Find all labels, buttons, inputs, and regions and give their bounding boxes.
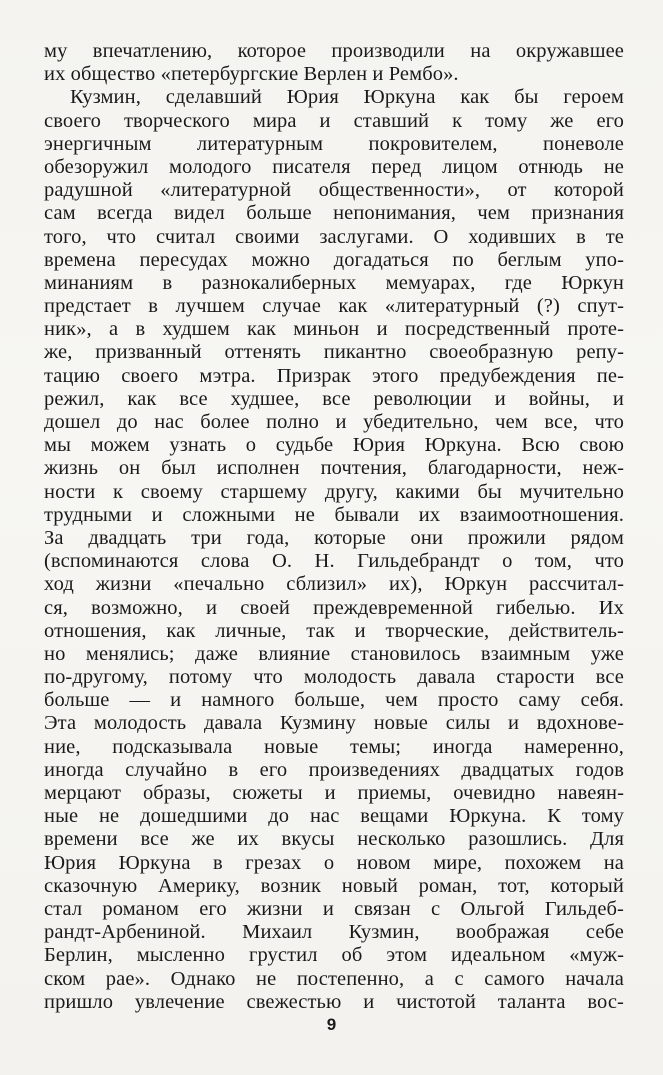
text-line: Эта молодость давала Кузмину новые силы и вдохнове-: [44, 712, 624, 735]
text-line: но менялись; даже влияние становилось взаимным уже: [44, 642, 624, 665]
page-number: 9: [326, 1015, 337, 1034]
text-line: му впечатлению, которое производили на окружавшее: [44, 40, 624, 62]
body-text: [44, 40, 624, 1014]
text-line: ние, подсказывала новые темы; иногда намеренно,: [44, 735, 624, 758]
text-line: (вспоминаются слова О. Н. Гильдебрандт о том, что: [44, 550, 624, 573]
text-line: сам всегда видел больше непонимания, чем признания: [44, 202, 624, 225]
text-line: отношения, как личные, так и творческие, действитель-: [44, 619, 624, 642]
text-line: по-другому, потому что молодость давала старости все: [44, 666, 624, 689]
text-line: режил, как все худшее, все революции и войны, и: [44, 387, 624, 410]
text-line: времени все же их вкусы несколько разошлись. Для: [44, 828, 624, 851]
text-line: радушной «литературной общественности», от которой: [44, 179, 624, 202]
text-line: дошел до нас более полно и убедительно, чем все, что: [44, 411, 624, 433]
text-line: пришло увлечение свежестью и чистотой таланта вос-: [44, 990, 624, 1013]
text-line: энергичным литературным покровителем, поневоле: [44, 132, 624, 155]
text-line: их общество «петербургские Верлен и Рембо».: [44, 63, 459, 86]
text-line: времена пересудах можно догадаться по беглым упо-: [44, 248, 624, 271]
text-line: За двадцать три года, которые они прожили рядом: [44, 526, 624, 549]
text-line: ности к своему старшему другу, какими бы мучительно: [44, 480, 624, 503]
text-line: своего творческого мира и ставший к тому же его: [44, 109, 624, 132]
text-line: трудными и сложными не бывали их взаимоотношения.: [44, 503, 624, 526]
text-line: тацию своего мэтра. Призрак этого предубеждения пе-: [44, 364, 624, 387]
paragraph-continuation: [44, 40, 624, 86]
text-line: ся, возможно, и своей преждевременной гибелью. Их: [44, 596, 624, 619]
text-line: обезоружил молодого писателя перед лицом отнюдь не: [44, 155, 624, 178]
text-line: мы можем узнать о судьбе Юрия Юркуна. Всю свою: [44, 434, 624, 457]
text-line: Кузмин, сделавший Юрия Юркуна как бы героем: [70, 86, 624, 109]
text-line: больше — и намного больше, чем просто саму себя.: [44, 689, 624, 712]
text-line: иногда случайно в его произведениях двадцатых годов: [44, 758, 624, 781]
text-line: жизнь он был исполнен почтения, благодарности, неж-: [44, 457, 624, 480]
text-line: ник», а в худшем как миньон и посредственный проте-: [44, 318, 624, 341]
text-line: предстает в лучшем случае как «литературный (?) спут-: [44, 295, 624, 318]
text-line: сказочную Америку, возник новый роман, тот, который: [44, 874, 624, 897]
text-line: мерцают образы, сюжеты и приемы, очевидно навеян-: [44, 782, 624, 804]
paragraph: [44, 86, 624, 1014]
text-line: стал романом его жизни и связан с Ольгой Гильдеб-: [44, 897, 624, 920]
text-line: того, что считал своими заслугами. О ходивших в те: [44, 225, 624, 248]
text-line: ные не дошедшими до нас вещами Юркуна. К тому: [44, 805, 624, 828]
text-line: минаниям в разнокалиберных мемуарах, где Юркун: [44, 271, 624, 294]
text-line: ход жизни «печально сблизил» их), Юркун рассчитал-: [44, 573, 624, 596]
text-line: же, призванный оттенять пикантно своеобразную репу-: [44, 341, 624, 364]
text-line: Юрия Юркуна в грезах о новом мире, похожем на: [44, 851, 624, 874]
text-line: рандт-Арбениной. Михаил Кузмин, воображая себе: [44, 921, 624, 944]
text-line: ском рае». Однако не постепенно, а с самого начала: [44, 967, 624, 990]
text-line: Берлин, мысленно грустил об этом идеальном «муж-: [44, 944, 624, 967]
